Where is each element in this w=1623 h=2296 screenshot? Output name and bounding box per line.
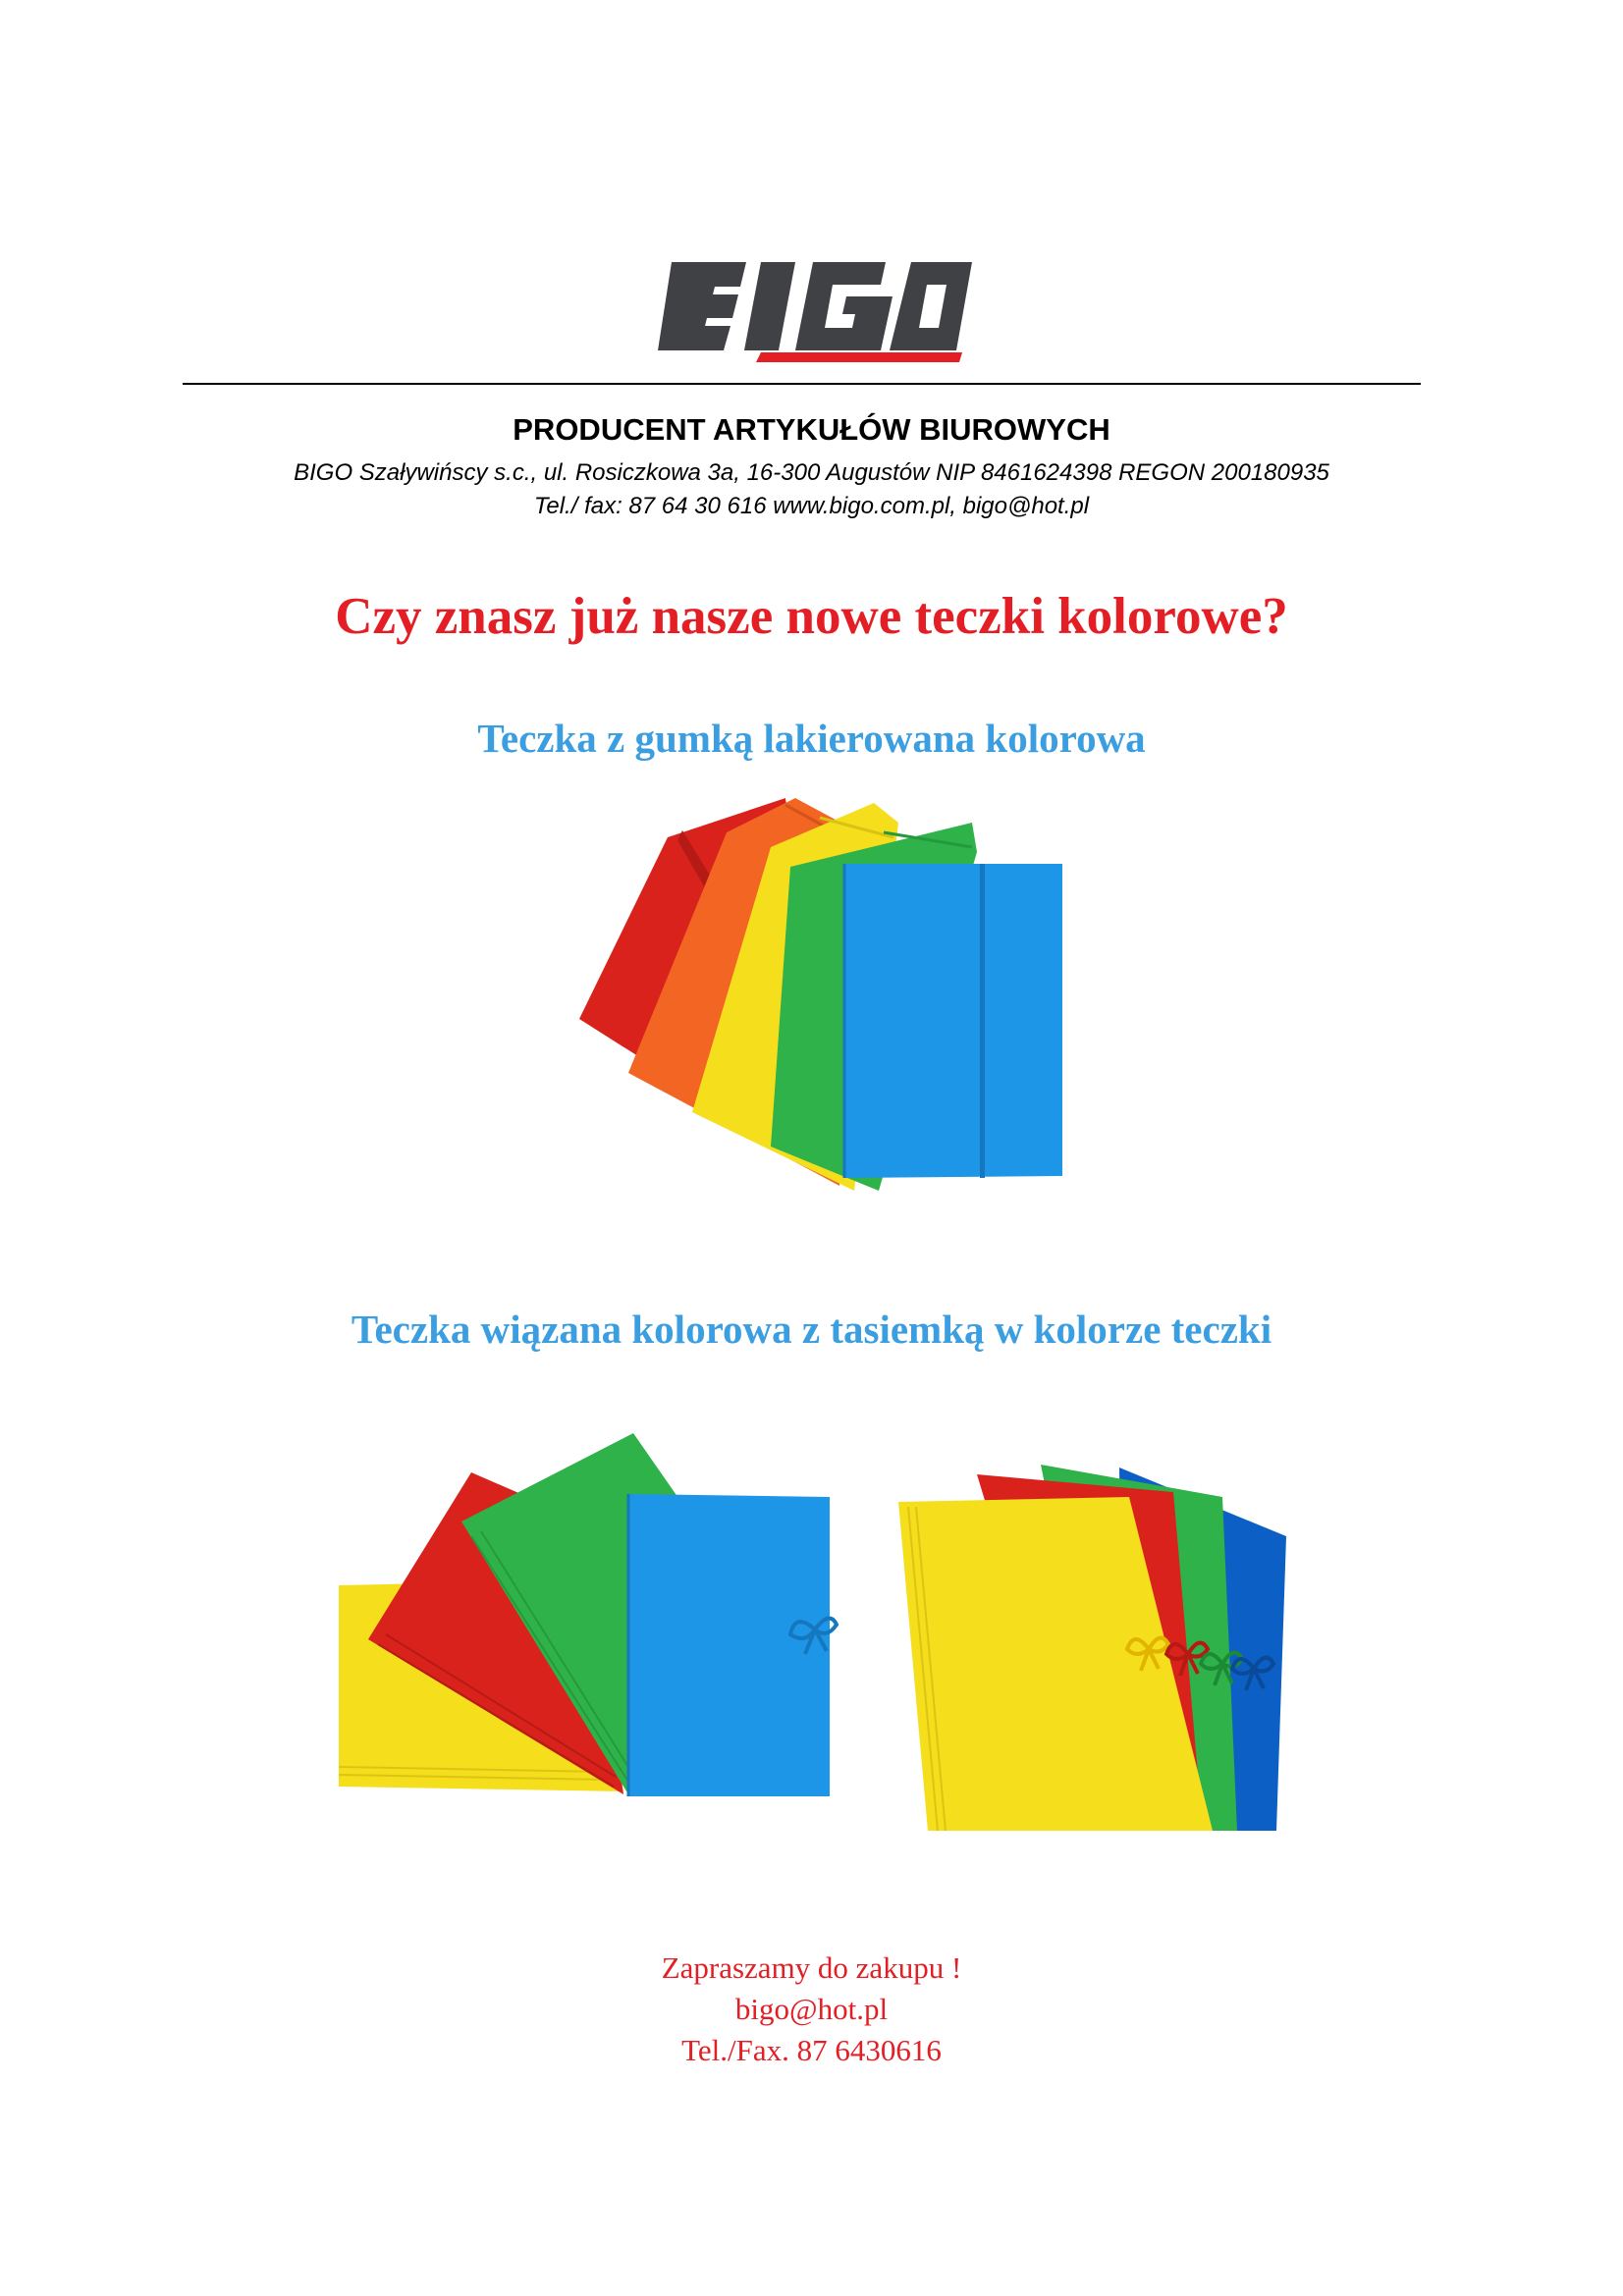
producer-address: BIGO Szaływińscy s.c., ul. Rosiczkowa 3a, 16-300 Augustów NIP 8461624398 REGON 200180935 — [294, 459, 1329, 486]
product-title-tied: Teczka wiązana kolorowa z tasiemką w kolorze teczki — [351, 1307, 1272, 1352]
bigo-logo — [658, 257, 972, 363]
producer-title: PRODUCENT ARTYKUŁÓW BIUROWYCH — [513, 412, 1110, 447]
header-divider — [183, 383, 1421, 385]
folder-blue — [844, 864, 1062, 1178]
tied-folders-fan-photo — [329, 1414, 859, 1806]
product-title-elastic: Teczka z gumką lakierowana kolorowa — [477, 716, 1146, 761]
closing-email: bigo@hot.pl — [734, 1992, 889, 2026]
elastic-folders-photo — [560, 793, 1070, 1196]
folder-blue — [628, 1494, 830, 1796]
closing-invitation: Zapraszamy do zakupu ! — [661, 1950, 962, 1985]
closing-phone: Tel./Fax. 87 6430616 — [681, 2033, 942, 2067]
headline: Czy znasz już nasze nowe teczki kolorowe? — [335, 588, 1288, 645]
tied-folders-stack-photo — [889, 1463, 1301, 1845]
producer-contact: Tel./ fax: 87 64 30 616 www.bigo.com.pl, bigo@hot.pl — [533, 493, 1090, 519]
